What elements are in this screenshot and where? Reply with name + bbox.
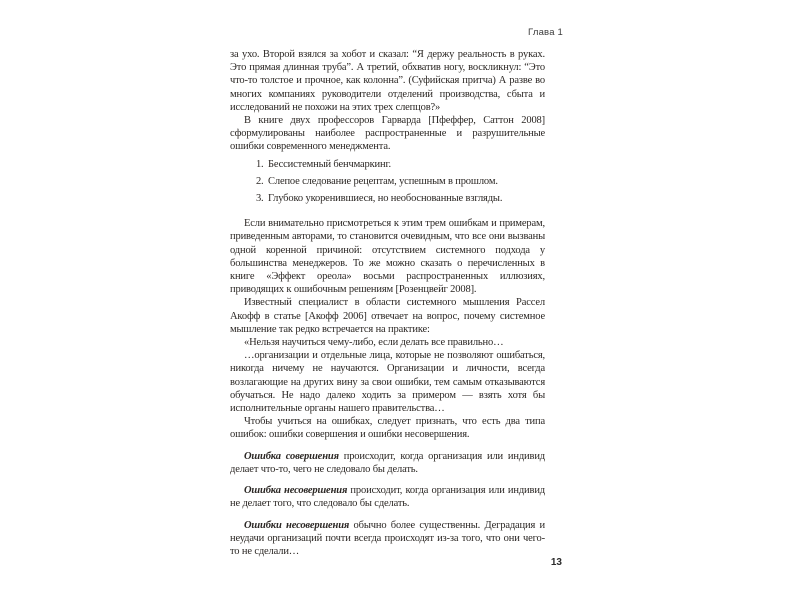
paragraph: Чтобы учиться на ошибках, следует признать, что есть два типа ошибок: ошибки совершения и ошибки несовершения. xyxy=(230,416,545,441)
text-column xyxy=(230,48,545,558)
running-header: Глава 1 xyxy=(528,27,563,38)
page-number: 13 xyxy=(550,557,562,568)
emphasis-lead: Ошибки несовершения xyxy=(244,519,350,531)
paragraph: Ошибки несовершения обычно более существенны. Деградация и неудачи организаций почти всегда происходят из-за того, что они чего-то не сделали… xyxy=(230,519,545,557)
paragraph: Ошибка совершения происходит, когда организация или индивид делает что-то, чего не следовало бы делать. xyxy=(230,450,545,475)
paragraph: Известный специалист в области системного мышления Рассел Акофф в статье [Акофф 2006] отвечает на вопрос, почему системное мышление так редко встречается на практике: xyxy=(230,297,545,335)
list-item: 2. Слепое следование рецептам, успешным в прошлом. xyxy=(266,175,545,188)
paragraph: «Нельзя научиться чему-либо, если делать все правильно… xyxy=(244,337,504,349)
list-item: 3. Глубоко укоренившиеся, но необоснованные взгляды. xyxy=(266,192,545,205)
paragraph: Ошибка несовершения происходит, когда организация или индивид не делает того, что следовало бы сделать. xyxy=(230,485,545,510)
numbered-list xyxy=(230,158,545,206)
emphasis-lead: Ошибка несовершения xyxy=(244,485,348,497)
paragraph: Если внимательно присмотреться к этим трем ошибкам и примерам, приведенным авторами, то становится очевидным, что все они вызваны одной коренной причиной: отсутствием системного подхода у большинства менеджеров. То же можно сказать о перечисленных в книге «Эффект ореола» восьми распространенных иллюзиях, приводящих к ошибочным решениям [Розенцвейг 2008]. xyxy=(230,218,545,296)
emphasis-lead: Ошибка совершения xyxy=(244,450,339,462)
paragraph: …организации и отдельные лица, которые не позволяют ошибаться, никогда ничему не научаются. Организации и личности, всегда возлагающие на других вину за свои ошибки, тем самым отказываются обучаться. Не надо далеко ходить за примером — взять хотя бы исполнительные органы нашего правительства… xyxy=(230,350,545,415)
paragraph: В книге двух профессоров Гарварда [Пфеффер, Саттон 2008] сформулированы наиболее распространенные и разрушительные ошибки современного менеджмента. xyxy=(230,115,545,153)
paragraph: за ухо. Второй взялся за хобот и сказал: “Я держу реальность в руках. Это прямая длинная труба”. А третий, обхватив ногу, воскликнул: “Это что-то толстое и прочное, как колонна”. (Суфийская притча) А разве во многих компаниях руководители отделений производства, сбыта и исследований не похожи на этих трех слепцов?» xyxy=(230,49,545,113)
list-item: 1. Бессистемный бенчмаркинг. xyxy=(266,158,545,171)
